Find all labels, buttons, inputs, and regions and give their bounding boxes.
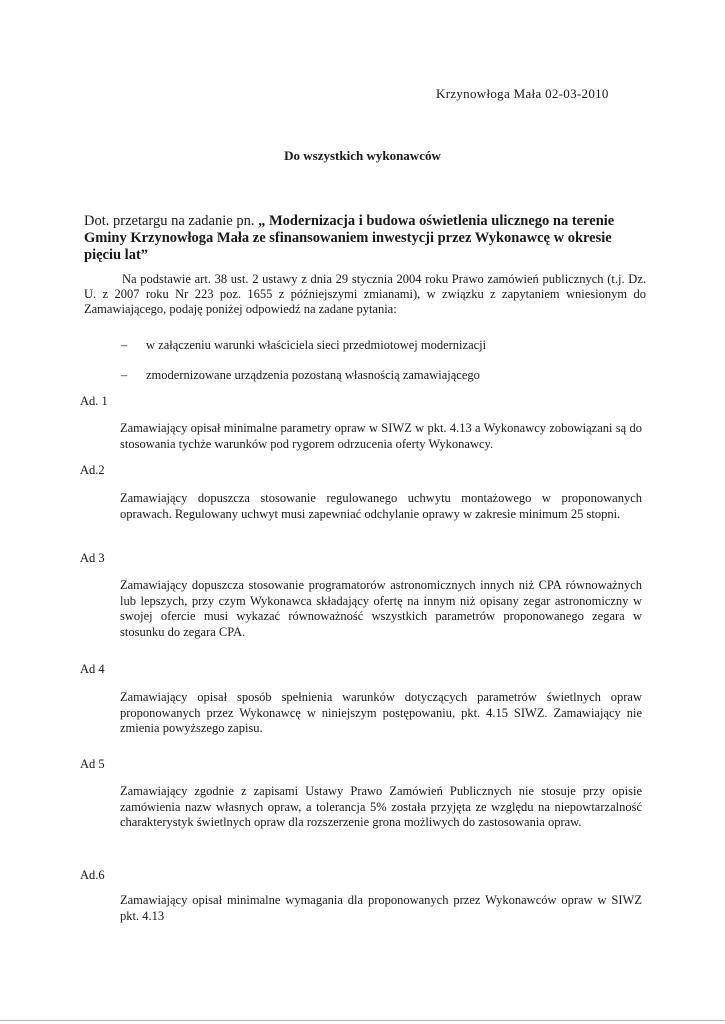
bullet-list <box>121 338 641 398</box>
place-date: Krzynowłoga Mała 02-03-2010 <box>436 86 609 101</box>
answer-text-5: Zamawiający zgodnie z zapisami Ustawy Prawo Zamówień Publicznych nie stosuje przy opisie zamówienia nazw własnych opraw, a tolerancja 5% została przyjęta ze względu na niepowtarzalność charakterystyk świetlnych opraw dla rozszerzenie grona możliwych do zastosowania opraw. <box>120 784 642 829</box>
intro-paragraph <box>84 272 646 317</box>
intro-text: Na podstawie art. 38 ust. 2 ustawy z dnia 29 stycznia 2004 roku Prawo zamówień publicznych (t.j. Dz. U. z 2007 roku Nr 223 poz. 1655 z późniejszymi zmianami), w związku z zapytaniem wniesionym do Zamawiającego, podaję poniżej odpowiedź na zadane pytania: <box>84 272 646 316</box>
answer-label-1: Ad. 1 <box>80 394 108 408</box>
answer-label-6: Ad.6 <box>80 868 105 882</box>
answer-label-3: Ad 3 <box>80 551 105 565</box>
answer-text-1: Zamawiający opisał minimalne parametry opraw w SIWZ w pkt. 4.13 a Wykonawcy zobowiązani są do stosowania tychże warunków pod rygorem odrzucenia oferty Wykonawcy. <box>120 421 642 451</box>
answer-text-3: Zamawiający dopuszcza stosowanie programatorów astronomicznych innych niż CPA równoważnych lub lepszych, przy czym Wykonawca składający ofertę na innym niż opisany zegar astronomiczny w swojej ofercie musi wykazać równoważność wszystkich parametrów proponowanego zegara w stosunku do zegara CPA. <box>120 578 642 639</box>
subject-lead: Dot. przetargu na zadanie pn. <box>84 213 259 229</box>
bullet-dash: – <box>121 368 128 382</box>
subject-line <box>84 213 644 264</box>
bullet-text: zmodernizowane urządzenia pozostaną własnością zamawiającego <box>146 368 480 382</box>
answer-label-5: Ad 5 <box>80 757 105 771</box>
answer-label-2: Ad.2 <box>80 463 105 477</box>
subject-title: „ Modernizacja i budowa oświetlenia ulicznego na terenie Gminy Krzynowłoga Mała ze sfinansowaniem inwestycji przez Wykonawcę w okresie pięciu lat” <box>84 213 615 263</box>
addressee: Do wszystkich wykonawców <box>284 148 441 163</box>
answer-text-6: Zamawiający opisał minimalne wymagania dla proponowanych przez Wykonawców opraw w SIWZ pkt. 4.13 <box>120 893 642 923</box>
list-item <box>121 338 641 368</box>
bullet-dash: – <box>121 338 128 352</box>
answer-label-4: Ad 4 <box>80 662 105 676</box>
bullet-text: w załączeniu warunki właściciela sieci przedmiotowej modernizacji <box>146 338 487 352</box>
list-item <box>121 368 641 398</box>
answer-text-2: Zamawiający dopuszcza stosowanie regulowanego uchwytu montażowego w proponowanych oprawach. Regulowany uchwyt musi zapewniać odchylanie oprawy w zakresie minimum 25 stopni. <box>120 491 642 521</box>
footer-divider <box>0 1020 725 1021</box>
answer-text-4: Zamawiający opisał sposób spełnienia warunków dotyczących parametrów świetlnych opraw proponowanych przez Wykonawcę w niniejszym postępowaniu, pkt. 4.15 SIWZ. Zamawiający nie zmienia powyższego zapisu. <box>120 690 642 735</box>
